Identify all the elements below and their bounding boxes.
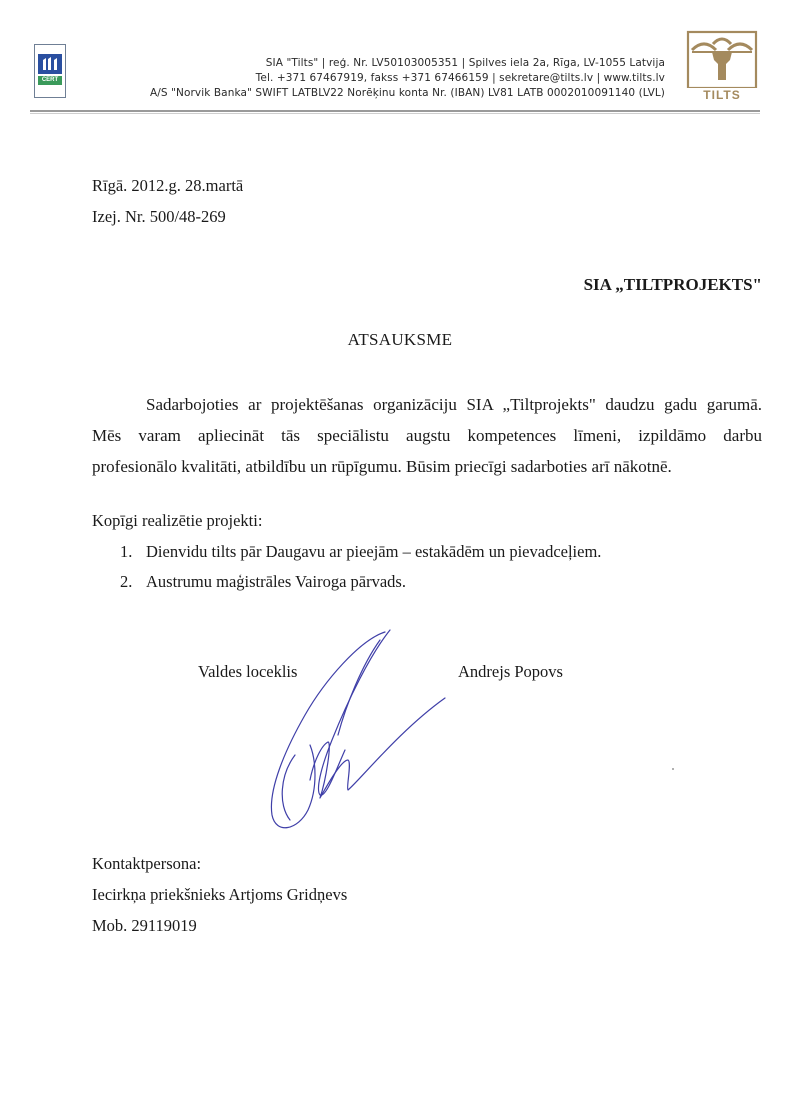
certification-logo (34, 44, 66, 98)
contact-phone: Mob. 29119019 (92, 916, 197, 935)
company-details-line: SIA "Tilts" | reģ. Nr. LV50103005351 | Spilves iela 2a, Rīga, LV-1055 Latvija (265, 57, 665, 69)
project-list-item (120, 572, 406, 592)
paragraph-line: profesionālo kvalitāti, atbildību un rūpīgumu. Būsim priecīgi sadarboties arī nākotnē. (92, 457, 672, 476)
contact-label: Kontaktpersona: (92, 854, 202, 873)
certification-badge: CERT (38, 76, 62, 85)
certification-logo-bottom (37, 87, 63, 96)
contact-person: Iecirkņa priekšnieks Artjoms Gridņevs (92, 885, 348, 904)
letter-reference-number: Izej. Nr. 500/48-269 (92, 207, 226, 226)
letterhead-rule (30, 110, 760, 112)
project-number: 1. (120, 542, 133, 561)
letterhead-details (105, 56, 665, 101)
project-text: Austrumu maģistrāles Vairoga pārvads. (146, 572, 406, 591)
project-number: 2. (120, 572, 133, 591)
certification-logo-top (37, 47, 63, 53)
paragraph-line: Mēs varam apliecināt tās speciālistu augstu kompetences līmeni, izpildāmo darbu (92, 426, 762, 445)
letter-body-paragraph (92, 389, 762, 482)
letter-date: Rīgā. 2012.g. 28.martā (92, 176, 244, 195)
letter-addressee: SIA „TILTPROJEKTS" (583, 275, 762, 294)
project-text: Dienvidu tilts pār Daugavu ar pieejām – estakādēm un pievadceļiem. (146, 542, 602, 561)
bridge-logo-icon (686, 30, 758, 88)
signatory-name: Andrejs Popovs (458, 662, 563, 681)
tilts-logo-text: TILTS (703, 88, 741, 102)
projects-heading: Kopīgi realizētie projekti: (92, 511, 263, 530)
letterhead-rule-secondary (30, 113, 760, 114)
scan-speck (672, 768, 674, 770)
contact-details-line: Tel. +371 67467919, fakss +371 67466159 | sekretare@tilts.lv | www.tilts.lv (255, 72, 665, 84)
project-list-item (120, 542, 601, 562)
bank-details-line: A/S "Norvik Banka" SWIFT LATBLV22 Norēķinu konta Nr. (IBAN) LV81 LATB 0002010091140 (LVL) (149, 87, 665, 99)
signatory-role: Valdes loceklis (198, 662, 298, 681)
certification-logo-emblem (38, 54, 62, 74)
letter-title: ATSAUKSME (347, 330, 453, 349)
paragraph-line: Sadarbojoties ar projektēšanas organizāciju SIA „Tiltprojekts" daudzu gadu garumā. (146, 395, 762, 414)
tilts-logo (686, 30, 758, 108)
handwritten-signature (250, 620, 470, 850)
